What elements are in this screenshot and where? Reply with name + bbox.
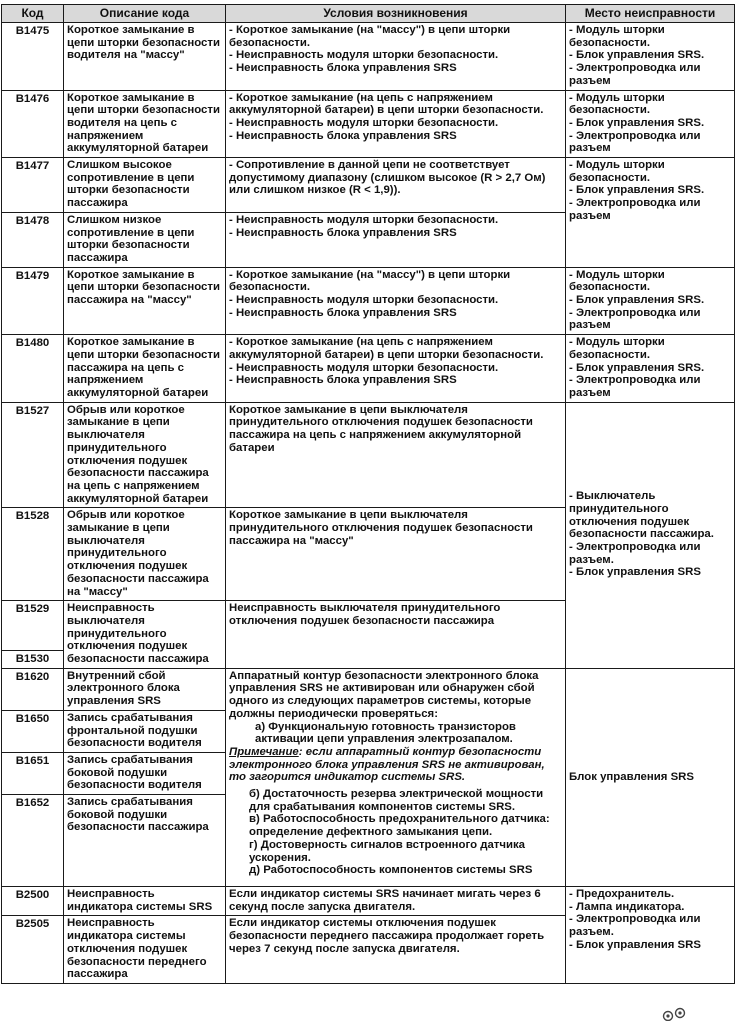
dtc-conditions: Неисправность выключателя принудительного отключения подушек безопасности пассажира <box>226 601 566 669</box>
dtc-code: B1530 <box>2 650 64 668</box>
header-fault-location: Место неисправности <box>566 5 735 23</box>
dtc-description: Неисправность индикатора системы SRS <box>64 887 226 916</box>
dtc-code: B1478 <box>2 212 64 267</box>
dtc-description: Запись срабатывания боковой подушки безопасности пассажира <box>64 795 226 887</box>
dtc-code: B2505 <box>2 916 64 984</box>
condition-line: - Короткое замыкание (на цепь с напряжением аккумуляторной батареи) в цепи шторки безопасности. <box>229 336 544 361</box>
location-line: - Лампа индикатора. <box>569 900 685 913</box>
dtc-description: Короткое замыкание в цепи шторки безопасности водителя на цепь с напряжением аккумуляторной батареи <box>64 90 226 158</box>
condition-line: - Неисправность блока управления SRS <box>229 374 457 387</box>
dtc-code: B1476 <box>2 90 64 158</box>
dtc-description: Запись срабатывания фронтальной подушки безопасности водителя <box>64 710 226 752</box>
dtc-code: B1477 <box>2 158 64 213</box>
location-line: - Модуль шторки безопасности. <box>569 159 665 184</box>
dtc-code: B1528 <box>2 508 64 601</box>
dtc-conditions <box>226 267 566 335</box>
dtc-description: Неисправность выключателя принудительного отключения подушек безопасности пассажира <box>64 601 226 669</box>
dtc-code: B1527 <box>2 402 64 508</box>
condition-line: - Короткое замыкание (на "массу") в цепи шторки безопасности. <box>229 268 511 294</box>
table-row <box>2 335 735 403</box>
header-conditions: Условия возникновения <box>226 5 566 23</box>
dtc-table <box>1 4 735 984</box>
header-code: Код <box>2 5 64 23</box>
table-row <box>2 267 735 335</box>
dtc-description: Короткое замыкание в цепи шторки безопасности пассажира на "массу" <box>64 267 226 335</box>
location-line: - Электропроводка или разъем <box>569 62 701 87</box>
condition-line: - Неисправность модуля шторки безопасности. <box>229 294 499 307</box>
condition-line: - Неисправность модуля шторки безопасности. <box>229 49 499 62</box>
table-row <box>2 402 735 508</box>
dtc-conditions: Если индикатор системы отключения подушек безопасности переднего пассажира продолжает гореть через 7 секунд после запуска двигателя. <box>226 916 566 984</box>
location-line: - Модуль шторки безопасности. <box>569 24 665 49</box>
location-line: - Электропроводка или разъем <box>569 306 701 332</box>
location-line: - Модуль шторки безопасности. <box>569 91 665 117</box>
condition-line: - Короткое замыкание (на "массу") в цепи шторки безопасности. <box>229 24 511 49</box>
location-line: - Блок управления SRS <box>569 938 701 951</box>
condition-line: - Неисправность блока управления SRS <box>229 226 457 239</box>
dtc-description: Слишком низкое сопротивление в цепи шторки безопасности пассажира <box>64 212 226 267</box>
condition-line: - Неисправность блока управления SRS <box>229 306 457 319</box>
dtc-fault-location <box>566 402 735 668</box>
dtc-code: B1620 <box>2 668 64 710</box>
dtc-conditions: Короткое замыкание в цепи выключателя принудительного отключения подушек безопасности пассажира на цепь с напряжением аккумуляторной батареи <box>226 402 566 508</box>
table-header-row <box>2 5 735 23</box>
location-line: - Блок управления SRS. <box>569 294 705 307</box>
location-line: - Модуль шторки безопасности. <box>569 268 665 294</box>
location-line: - Электропроводка или разъем <box>569 374 701 399</box>
location-line: - Электропроводка или разъем <box>569 197 701 222</box>
table-row <box>2 23 735 91</box>
location-line: - Выключатель принудительного отключения подушек безопасности пассажира. <box>569 490 714 541</box>
condition-item: б) Достаточность резерва электрической мощности для срабатывания компонентов системы SRS. <box>249 788 544 813</box>
location-line: - Электропроводка или разъем. <box>569 541 701 566</box>
dtc-fault-location <box>566 23 735 91</box>
dtc-code: B1651 <box>2 752 64 794</box>
location-line: - Блок управления SRS. <box>569 49 705 62</box>
table-row <box>2 668 735 710</box>
note-label: Примечание <box>229 745 299 758</box>
dtc-conditions <box>226 668 566 886</box>
condition-line: - Сопротивление в данной цепи не соответствует допустимому диапазону (слишком высокое (R > 2,7 Ом) или слишком низкое (R < 1,9)). <box>229 159 546 197</box>
header-description: Описание кода <box>64 5 226 23</box>
dtc-code: B1652 <box>2 795 64 887</box>
condition-intro: Аппаратный контур безопасности электронного блока управления SRS не активирован или обнаружен сбой одного из следующих параметров системы, которые должны периодически проверяться: <box>229 669 539 720</box>
table-row <box>2 887 735 916</box>
condition-line: - Неисправность блока управления SRS <box>229 62 457 75</box>
dtc-fault-location <box>566 267 735 335</box>
dtc-description: Короткое замыкание в цепи шторки безопасности водителя на "массу" <box>64 23 226 91</box>
dtc-conditions: Короткое замыкание в цепи выключателя принудительного отключения подушек безопасности пассажира на "массу" <box>226 508 566 601</box>
condition-item: д) Работоспособность компонентов системы SRS <box>249 864 533 877</box>
dtc-fault-location <box>566 90 735 158</box>
dtc-code: B1650 <box>2 710 64 752</box>
dtc-conditions <box>226 23 566 91</box>
condition-line: - Неисправность модуля шторки безопасности. <box>229 361 499 374</box>
location-line: - Блок управления SRS. <box>569 361 705 374</box>
condition-item: а) Функциональную готовность транзисторов активации цепи управления электрозапалом. <box>255 720 516 746</box>
dtc-fault-location <box>566 887 735 984</box>
condition-line: - Короткое замыкание (на цепь с напряжением аккумуляторной батареи) в цепи шторки безопасности. <box>229 91 544 117</box>
dtc-fault-location <box>566 335 735 403</box>
dtc-description: Внутренний сбой электронного блока управления SRS <box>64 668 226 710</box>
dtc-description: Слишком высокое сопротивление в цепи шторки безопасности пассажира <box>64 158 226 213</box>
dtc-description: Запись срабатывания боковой подушки безопасности водителя <box>64 752 226 794</box>
dtc-code: B1529 <box>2 601 64 651</box>
location-line: - Блок управления SRS. <box>569 116 705 129</box>
dtc-conditions <box>226 90 566 158</box>
dtc-description: Обрыв или короткое замыкание в цепи выключателя принудительного отключения подушек безопасности пассажира на цепь с напряжением аккумуляторной батареи <box>64 402 226 508</box>
dtc-fault-location <box>566 158 735 268</box>
dtc-conditions <box>226 335 566 403</box>
dtc-code: B1479 <box>2 267 64 335</box>
condition-item: г) Достоверность сигналов встроенного датчика ускорения. <box>249 838 526 864</box>
gear-logo-icon <box>661 1007 689 1021</box>
dtc-description: Неисправность индикатора системы отключения подушек безопасности переднего пассажира <box>64 916 226 984</box>
note-text: : если аппаратный контур безопасности электронного блока управления SRS не активирован, то загорится индикатор системы SRS. <box>229 745 545 784</box>
location-line: - Блок управления SRS <box>569 566 701 579</box>
table-row <box>2 90 735 158</box>
dtc-conditions: Если индикатор системы SRS начинает мигать через 6 секунд после запуска двигателя. <box>226 887 566 916</box>
dtc-code: B1480 <box>2 335 64 403</box>
location-line: - Электропроводка или разъем <box>569 129 701 155</box>
condition-note <box>229 746 562 784</box>
location-line: - Модуль шторки безопасности. <box>569 336 665 361</box>
dtc-description: Короткое замыкание в цепи шторки безопасности пассажира на цепь с напряжением аккумуляторной батареи <box>64 335 226 403</box>
dtc-code: B1475 <box>2 23 64 91</box>
location-line: - Блок управления SRS. <box>569 184 705 197</box>
condition-item: в) Работоспособность предохранительного датчика: определение дефектного замыкания цепи. <box>249 813 550 839</box>
condition-line: - Неисправность модуля шторки безопасности. <box>229 116 499 129</box>
location-line: - Предохранитель. <box>569 888 675 901</box>
dtc-description: Обрыв или короткое замыкание в цепи выключателя принудительного отключения подушек безопасности пассажира на "массу" <box>64 508 226 601</box>
condition-line: - Неисправность блока управления SRS <box>229 129 457 142</box>
dtc-code: B2500 <box>2 887 64 916</box>
dtc-fault-location: Блок управления SRS <box>566 668 735 886</box>
condition-line: - Неисправность модуля шторки безопасности. <box>229 213 499 226</box>
location-line: - Электропроводка или разъем. <box>569 913 701 939</box>
table-row <box>2 158 735 213</box>
dtc-conditions <box>226 158 566 213</box>
dtc-conditions <box>226 212 566 267</box>
